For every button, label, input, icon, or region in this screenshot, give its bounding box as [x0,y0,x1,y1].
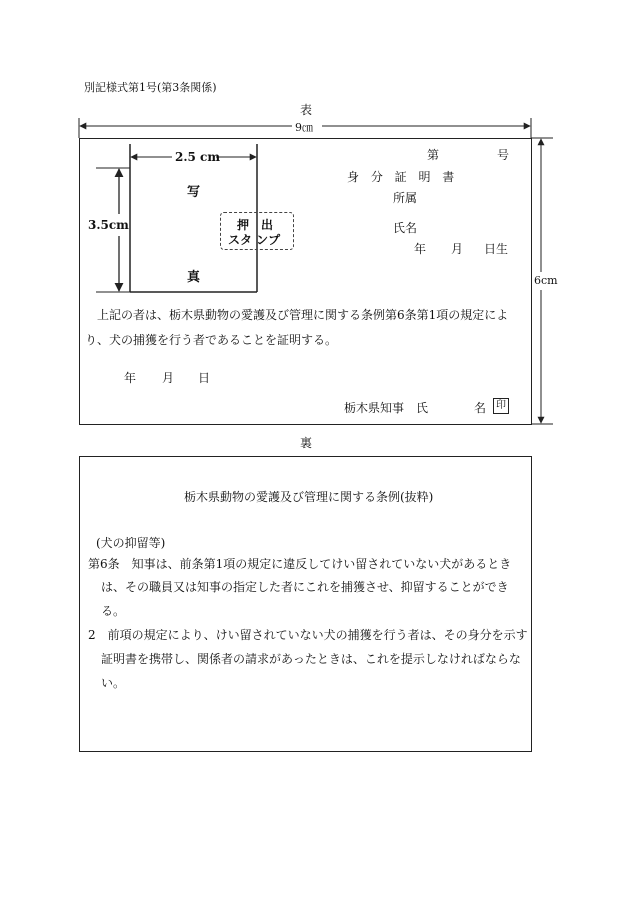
article-line-1: 第6条 知事は、前条第1項の規定に違反してけい留されていない犬があるとき [88,557,512,571]
para2-line-2: 証明書を携帯し、関係者の請求があったときは、これを提示しなければならな [101,652,521,666]
issue-year-label: 年 [124,371,137,385]
stamp-label-line1: 押 出 [237,218,274,232]
seal-mark: 印 [493,398,509,414]
issue-day-label: 日 [198,371,211,385]
photo-height-label: 3.5cm [88,218,129,232]
photo-char-bottom: 真 [187,270,201,285]
doc-heading: 別記様式第1号(第3条関係) [84,81,217,94]
front-card [79,138,532,425]
number-suffix: 号 [497,148,510,162]
height-dimension-label: 6cm [534,274,558,287]
photo-width-label: 2.5 cm [175,150,221,164]
article-line-3: る。 [101,604,126,618]
back-title: 栃木県動物の愛護及び管理に関する条例(抜粋) [184,490,434,504]
statement-line-2: り、犬の捕獲を行う者であることを証明する。 [85,333,338,347]
back-label: 裏 [300,436,313,450]
width-dimension-label: 9㎝ [295,121,313,134]
birth-day-label: 日生 [484,242,509,256]
para2-line-3: い。 [101,676,126,690]
number-prefix: 第 [427,148,440,162]
para2-line-1: 2 前項の規定により、けい留されていない犬の捕獲を行う者は、その身分を示す [88,628,528,642]
issue-month-label: 月 [162,371,175,385]
stamp-label-line2: スタ ンプ [228,233,281,247]
issuer-label: 栃木県知事 氏 [344,401,429,415]
photo-char-top: 写 [187,185,201,200]
birth-month-label: 月 [451,242,464,256]
front-label: 表 [300,103,313,117]
issuer-name-label: 名 [474,401,487,415]
name-label: 氏名 [393,221,418,235]
article-line-2: は、その職員又は知事の指定した者にこれを捕獲させ、抑留することができ [101,580,509,594]
section-heading: (犬の抑留等) [96,536,166,550]
birth-year-label: 年 [414,242,427,256]
card-title: 身 分 証 明 書 [347,170,459,184]
statement-line-1: 上記の者は、栃木県動物の愛護及び管理に関する条例第6条第1項の規定によ [97,308,509,322]
affiliation-label: 所属 [393,191,418,205]
